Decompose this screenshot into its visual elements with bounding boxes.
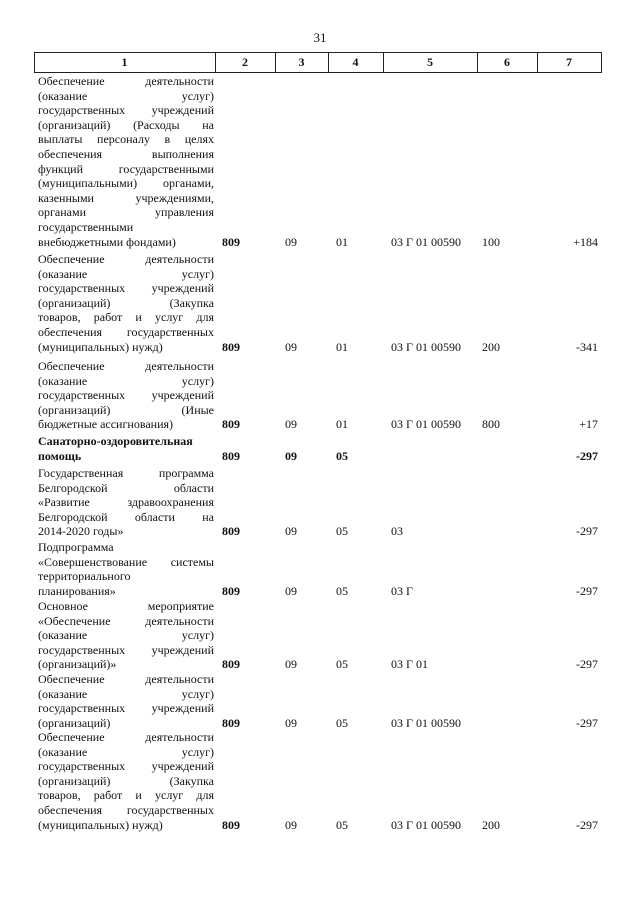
description-line: государственных учреждений [38, 281, 214, 296]
section-code: 09 [285, 817, 297, 832]
description-line: территориального [38, 569, 131, 584]
section-code: 09 [285, 657, 297, 672]
column-border [601, 52, 602, 72]
description-line: государственных учреждений [38, 759, 214, 774]
target-article-code: 03 Г [391, 583, 413, 598]
section-code: 09 [285, 234, 297, 249]
description-line: Обеспечение деятельности [38, 74, 214, 88]
row-description [38, 730, 214, 832]
subsection-code: 05 [336, 524, 348, 539]
admin-code: 809 [222, 417, 240, 432]
subsection-code: 05 [336, 657, 348, 672]
amount: -297 [576, 657, 598, 672]
section-code: 09 [285, 524, 297, 539]
description-line: (организаций) (Иные [38, 402, 214, 417]
subsection-code: 05 [336, 448, 348, 463]
amount: -341 [576, 339, 598, 354]
description-line: внебюджетными фондами) [38, 234, 176, 249]
header-col-4: 4 [352, 55, 359, 69]
description-line: (муниципальных) нужд) [38, 339, 163, 354]
table-header-bottom-border [34, 72, 602, 73]
subsection-code: 01 [336, 417, 348, 432]
target-article-code: 03 Г 01 00590 [391, 234, 461, 249]
description-line: товаров, работ и услуг для [38, 310, 214, 325]
section-code: 09 [285, 715, 297, 730]
expense-type-code: 800 [482, 417, 500, 432]
header-col-5: 5 [427, 55, 433, 69]
amount: -297 [576, 583, 598, 598]
description-line: Государственная программа [38, 466, 214, 480]
description-line: Санаторно-оздоровительная [38, 434, 193, 448]
description-line: государственных учреждений [38, 701, 214, 716]
description-line: Обеспечение деятельности [38, 252, 214, 266]
row-description [38, 359, 214, 432]
section-code: 09 [285, 417, 297, 432]
subsection-code: 01 [336, 234, 348, 249]
description-line: (оказание услуг) [38, 373, 214, 388]
description-line: Белгородской области [38, 480, 214, 495]
target-article-code: 03 Г 01 00590 [391, 817, 461, 832]
description-line: государственными [38, 219, 134, 234]
description-line: (оказание услуг) [38, 686, 214, 701]
description-line: казенными учреждениями, [38, 190, 214, 205]
description-line: (организаций)» [38, 657, 117, 672]
description-line: (муниципальных) нужд) [38, 817, 163, 832]
header-col-7: 7 [566, 55, 572, 69]
description-line: (организаций) (Расходы на [38, 117, 214, 132]
section-code: 09 [285, 583, 297, 598]
target-article-code: 03 Г 01 [391, 657, 428, 672]
admin-code: 809 [222, 657, 240, 672]
target-article-code: 03 Г 01 00590 [391, 339, 461, 354]
expense-type-code: 200 [482, 339, 500, 354]
description-line: Обеспечение деятельности [38, 730, 214, 744]
budget-table [34, 52, 602, 882]
description-line: обеспечения государственных [38, 324, 214, 339]
section-code: 09 [285, 448, 297, 463]
description-line: (оказание услуг) [38, 628, 214, 643]
target-article-code: 03 [391, 524, 403, 539]
amount: -297 [576, 448, 598, 463]
admin-code: 809 [222, 715, 240, 730]
description-line: Подпрограмма [38, 540, 114, 554]
description-line: Основное мероприятие [38, 599, 214, 613]
description-line: (оказание услуг) [38, 88, 214, 103]
row-description [38, 599, 214, 672]
description-line: органами управления [38, 205, 214, 220]
admin-code: 809 [222, 234, 240, 249]
row-description [38, 540, 214, 598]
row-description [38, 74, 214, 249]
header-col-3: 3 [298, 55, 305, 69]
description-line: «Обеспечение деятельности [38, 613, 214, 628]
description-line: государственных учреждений [38, 388, 214, 403]
description-line: (оказание услуг) [38, 744, 214, 759]
amount: -297 [576, 817, 598, 832]
admin-code: 809 [222, 817, 240, 832]
description-line: обеспечения выполнения [38, 146, 214, 161]
subsection-code: 05 [336, 583, 348, 598]
description-line: государственных учреждений [38, 103, 214, 118]
header-col-1: 1 [121, 55, 128, 69]
section-code: 09 [285, 339, 297, 354]
amount: +17 [579, 417, 598, 432]
description-line: (организаций) (Закупка [38, 295, 214, 310]
header-col-6: 6 [504, 55, 510, 69]
amount: -297 [576, 524, 598, 539]
row-description [38, 252, 214, 354]
description-line: (организаций) [38, 715, 111, 730]
expense-type-code: 100 [482, 234, 500, 249]
description-line: товаров, работ и услуг для [38, 788, 214, 803]
expense-type-code: 200 [482, 817, 500, 832]
header-col-2: 2 [242, 55, 248, 69]
subsection-code: 05 [336, 715, 348, 730]
description-line: (муниципальными) органами, [38, 176, 214, 191]
description-line: (организаций) (Закупка [38, 773, 214, 788]
admin-code: 809 [222, 583, 240, 598]
description-line: (оказание услуг) [38, 266, 214, 281]
description-line: Белгородской области на [38, 509, 214, 524]
subsection-code: 05 [336, 817, 348, 832]
amount: +184 [573, 234, 598, 249]
description-line: помощь [38, 448, 82, 463]
description-line: 2014-2020 годы» [38, 524, 124, 539]
description-line: функций государственными [38, 161, 214, 176]
description-line: Обеспечение деятельности [38, 672, 214, 686]
target-article-code: 03 Г 01 00590 [391, 715, 461, 730]
description-line: обеспечения государственных [38, 802, 214, 817]
subsection-code: 01 [336, 339, 348, 354]
admin-code: 809 [222, 448, 240, 463]
row-description [38, 434, 214, 463]
description-line: бюджетные ассигнования) [38, 417, 174, 432]
target-article-code: 03 Г 01 00590 [391, 417, 461, 432]
description-line: планирования» [38, 583, 116, 598]
amount: -297 [576, 715, 598, 730]
admin-code: 809 [222, 524, 240, 539]
description-line: выплаты персоналу в целях [38, 132, 214, 147]
description-line: Обеспечение деятельности [38, 359, 214, 373]
row-description [38, 466, 214, 539]
row-description [38, 672, 214, 730]
description-line: «Развитие здравоохранения [38, 495, 214, 510]
description-line: государственных учреждений [38, 642, 214, 657]
page-number: 31 [313, 30, 327, 45]
description-line: «Совершенствование системы [38, 554, 214, 569]
admin-code: 809 [222, 339, 240, 354]
